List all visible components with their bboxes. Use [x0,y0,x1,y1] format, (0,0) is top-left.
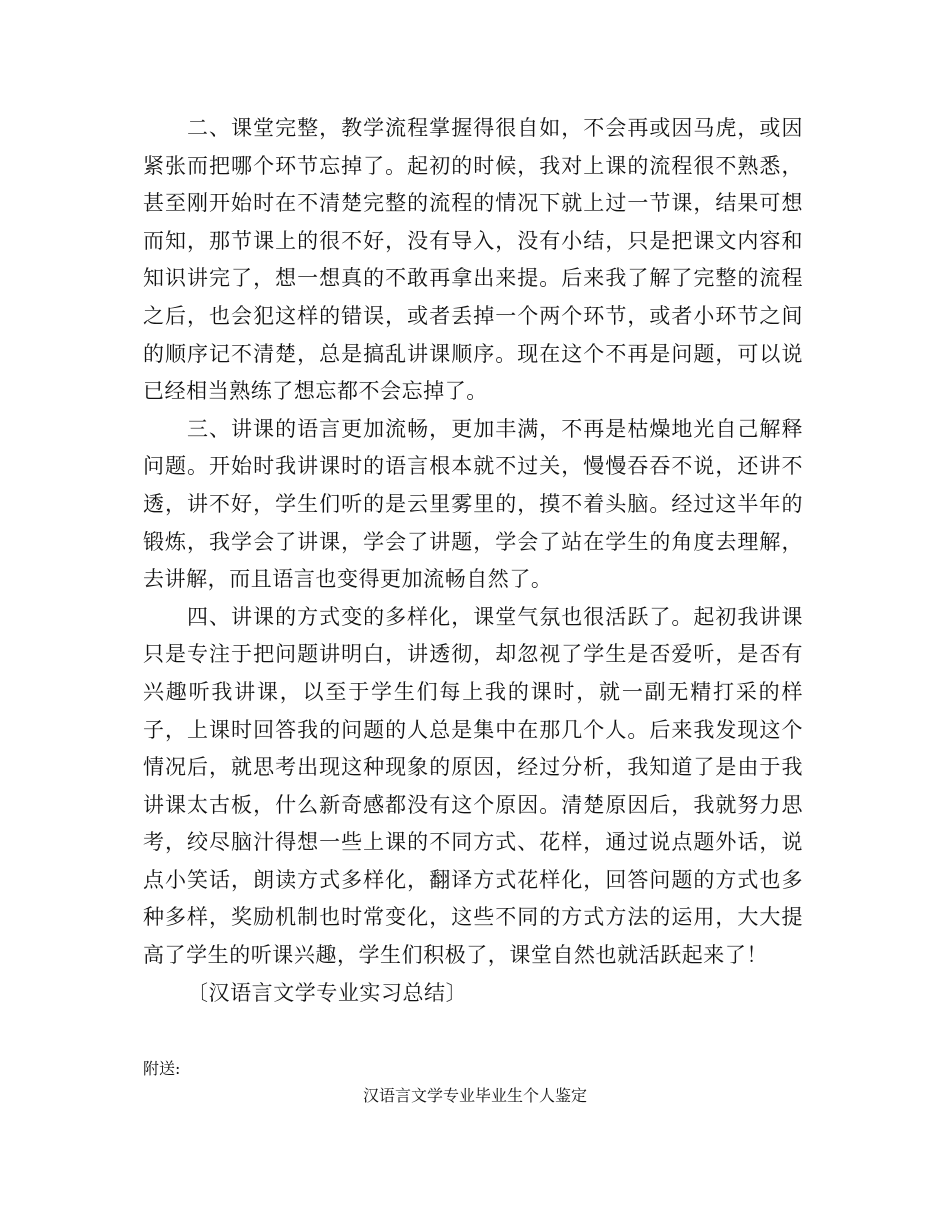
document-body [143,110,803,1012]
closing-note: 〔汉语言文学专业实习总结〕 [187,980,468,1005]
attachment-label: 附送: [143,1059,181,1078]
paragraph-classroom-completeness: 二、课堂完整，教学流程掌握得很自如，不会再或因马虎，或因紧张而把哪个环节忘掉了。起初的时候，我对上课的流程很不熟悉，甚至刚开始时在不清楚完整的流程的情况下就上过一节课，结果可想而知，那节课上的很不好，没有导入，没有小结，只是把课文内容和知识讲完了，想一想真的不敢再拿出来提。后来我了解了完整的流程之后，也会犯这样的错误，或者丢掉一个两个环节，或者小环节之间的顺序记不清楚，总是搞乱讲课顺序。现在这个不再是问题，可以说已经相当熟练了想忘都不会忘掉了。 [143,116,803,404]
attachment-title: 汉语言文学专业毕业生个人鉴定 [362,1086,587,1105]
paragraph-teaching-methods: 四、讲课的方式变的多样化，课堂气氛也很活跃了。起初我讲课只是专注于把问题讲明白，讲透彻，却忽视了学生是否爱听，是否有兴趣听我讲课，以至于学生们每上我的课时，就一副无精打采的样子，上课时回答我的问题的人总是集中在那几个人。后来我发现这个情况后，就思考出现这种现象的原因，经过分析，我知道了是由于我讲课太古板，什么新奇感都没有这个原因。清楚原因后，我就努力思考，绞尽脑汁得想一些上课的不同方式、花样，通过说点题外话，说点小笑话，朗读方式多样化，翻译方式花样化，回答问题的方式也多种多样，奖励机制也时常变化，这些不同的方式方法的运用，大大提高了学生的听课兴趣，学生们积极了，课堂自然也就活跃起来了！ [143,604,803,968]
paragraph-teaching-language: 三、讲课的语言更加流畅，更加丰满，不再是枯燥地光自己解释问题。开始时我讲课时的语言根本就不过关，慢慢吞吞不说，还讲不透，讲不好，学生们听的是云里雾里的，摸不着头脑。经过这半年的锻炼，我学会了讲课，学会了讲题，学会了站在学生的角度去理解，去讲解，而且语言也变得更加流畅自然了。 [143,416,803,592]
